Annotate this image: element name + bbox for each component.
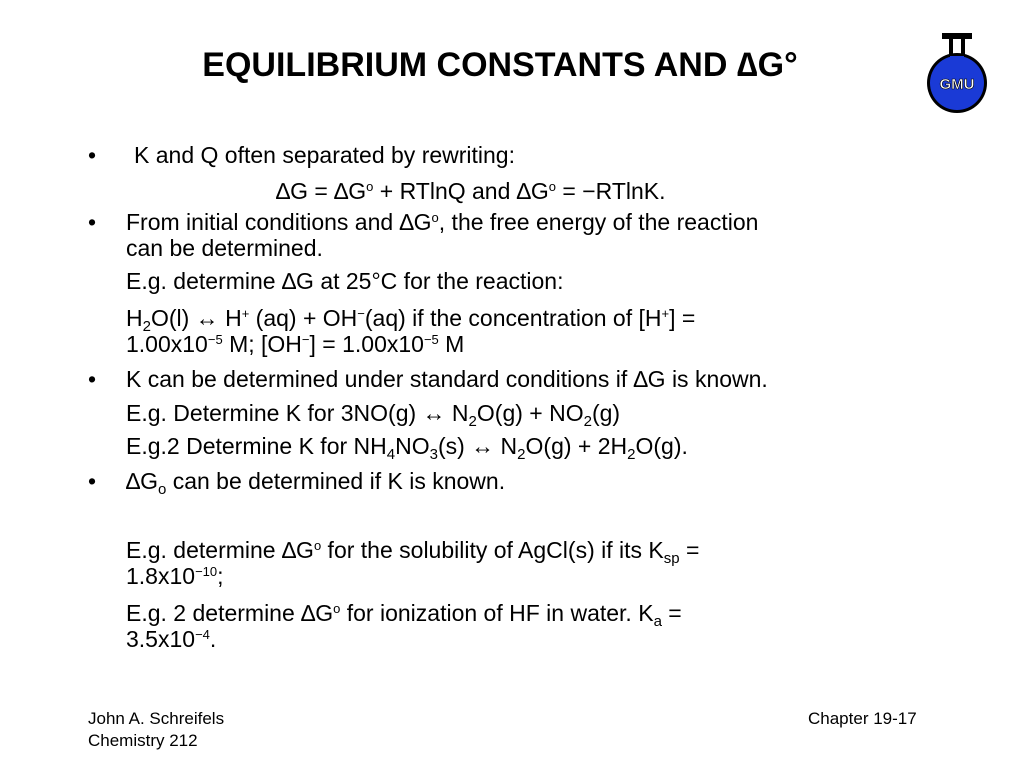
footer-author: John A. Schreifels [88, 709, 225, 728]
reaction-line: $1.00x10^{-5}$ M; $[OH^-] = 1.00x10^{-5}$ M [126, 331, 465, 357]
example-line: E.g.2 Determine K for $NH_4NO_3(s)$ ↔ $N_2O(g) + 2H_2O(g)$. [126, 433, 688, 463]
text-line: $\Delta G_o$ can be determined if K is known. [126, 468, 506, 498]
example-line: $3.5x10^{-4}$. [126, 626, 217, 652]
bullet-marker: • [88, 142, 97, 168]
text-line: K and Q often separated by rewriting: [134, 142, 515, 168]
bullet-marker: • [88, 468, 97, 494]
footer-course: Chemistry 212 [88, 731, 198, 750]
text-line: K can be determined under standard conditions if ∆G is known. [126, 366, 768, 392]
footer-author-block [88, 708, 224, 752]
example-line: E.g. determine $\Delta G^o$ for the solubility of AgCl(s) if its $K_{sp}$ = [126, 537, 700, 567]
text-line: From initial conditions and $\Delta G^o$, the free energy of the reaction [126, 209, 759, 235]
footer-page-number: Chapter 19-17 [808, 709, 917, 728]
example-line: E.g. determine ∆G at 25°C for the reaction: [126, 268, 564, 294]
example-line: $1.8x10^{-10}$; [126, 563, 224, 589]
example-line: E.g. 2 determine $\Delta G^o$ for ionization of HF in water. $K_a$ = [126, 600, 682, 630]
example-line: E.g. Determine K for 3NO(g) ↔ $N_2O(g) + NO_2(g)$ [126, 400, 621, 430]
reaction-line: $H_2O(l)$ ↔ H+ (aq) + OH−(aq) if the concentration of [H+] = [126, 305, 696, 335]
formula-line: $\Delta G = \Delta G^o + RTlnQ$ and $\Delta G^o = -RTlnK$. [276, 178, 666, 204]
bullet-marker: • [88, 209, 97, 235]
logo-text: GMU [939, 76, 975, 93]
slide-title: EQUILIBRIUM CONSTANTS AND ∆G° [202, 46, 798, 84]
bullet-marker: • [88, 366, 97, 392]
text-line: can be determined. [126, 235, 323, 261]
